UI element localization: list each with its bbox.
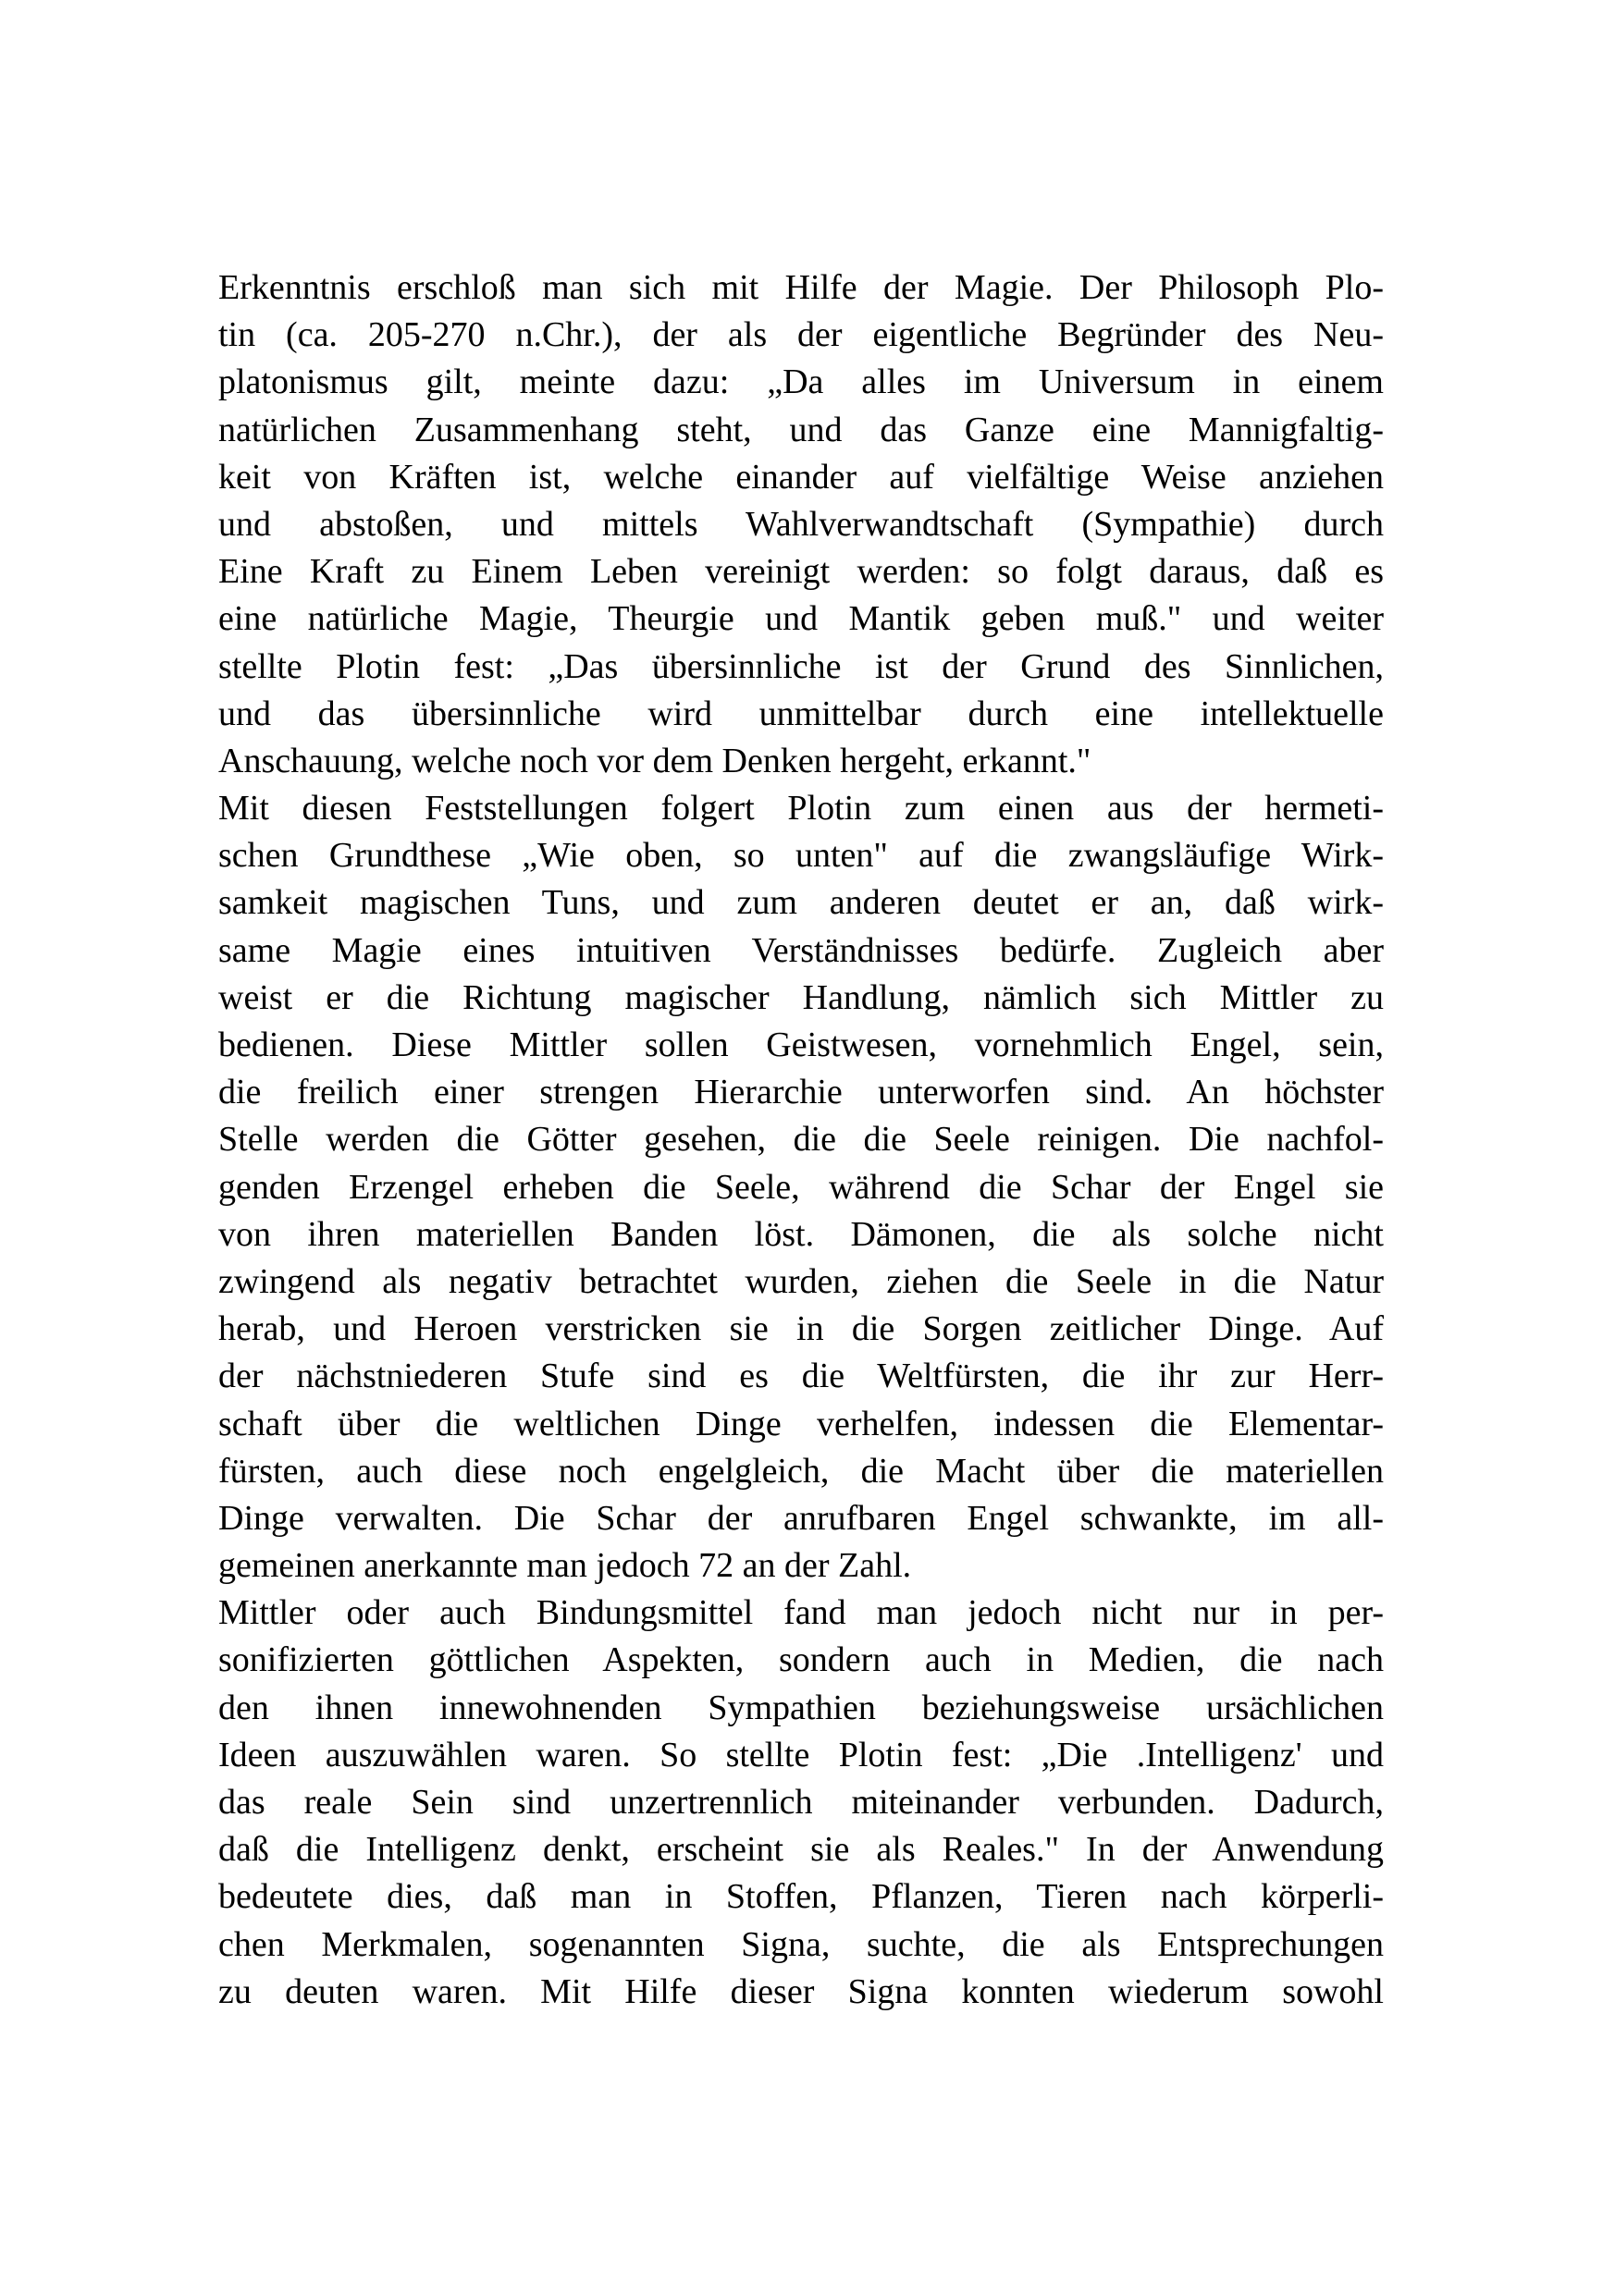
- text-line: fürsten, auch diese noch engelgleich, die Macht über die materiellen: [218, 1451, 1384, 1491]
- text-line: Anschauung, welche noch vor dem Denken hergeht, erkannt.": [218, 741, 1091, 780]
- text-line: und das übersinnliche wird unmittelbar durch eine intellektuelle: [218, 694, 1384, 733]
- text-line: die freilich einer strengen Hierarchie unterworfen sind. An höchster: [218, 1073, 1384, 1112]
- text-line: den ihnen innewohnenden Sympathien beziehungsweise ursächlichen: [218, 1688, 1384, 1727]
- body-text: [218, 264, 1384, 2016]
- text-line: Dinge verwalten. Die Schar der anrufbaren Engel schwankte, im all-: [218, 1498, 1384, 1538]
- text-line: das reale Sein sind unzertrennlich miteinander verbunden. Dadurch,: [218, 1783, 1384, 1822]
- text-line: Ideen auszuwählen waren. So stellte Plotin fest: „Die .Intelligenz' und: [218, 1735, 1384, 1774]
- text-line: natürlichen Zusammenhang steht, und das Ganze eine Mannigfaltig-: [218, 410, 1384, 449]
- text-line: genden Erzengel erheben die Seele, während die Schar der Engel sie: [218, 1167, 1384, 1207]
- text-line: daß die Intelligenz denkt, erscheint sie als Reales." In der Anwendung: [218, 1830, 1384, 1870]
- text-line: samkeit magischen Tuns, und zum anderen deutet er an, daß wirk-: [218, 883, 1384, 923]
- text-line: same Magie eines intuitiven Verständnisses bedürfe. Zugleich aber: [218, 930, 1384, 970]
- text-line: Stelle werden die Götter gesehen, die die Seele reinigen. Die nachfol-: [218, 1120, 1384, 1160]
- text-line: bedienen. Diese Mittler sollen Geistwesen, vornehmlich Engel, sein,: [218, 1025, 1384, 1064]
- text-line: zwingend als negativ betrachtet wurden, ziehen die Seele in die Natur: [218, 1261, 1384, 1301]
- text-line: gemeinen anerkannte man jedoch 72 an der Zahl.: [218, 1546, 912, 1586]
- text-line: herab, und Heroen verstricken sie in die Sorgen zeitlicher Dinge. Auf: [218, 1309, 1384, 1349]
- text-line: bedeutete dies, daß man in Stoffen, Pflanzen, Tieren nach körperli-: [218, 1877, 1384, 1917]
- text-line: platonismus gilt, meinte dazu: „Da alles im Universum in einem: [218, 362, 1384, 402]
- text-line: Mittler oder auch Bindungsmittel fand man jedoch nicht nur in per-: [218, 1593, 1384, 1633]
- text-line: stellte Plotin fest: „Das übersinnliche ist der Grund des Sinnlichen,: [218, 646, 1384, 686]
- text-line: eine natürliche Magie, Theurgie und Mantik geben muß." und weiter: [218, 599, 1384, 639]
- text-line: von ihren materiellen Banden löst. Dämonen, die als solche nicht: [218, 1214, 1384, 1254]
- text-line: Mit diesen Feststellungen folgert Plotin zum einen aus der hermeti-: [218, 789, 1384, 829]
- text-line: schaft über die weltlichen Dinge verhelfen, indessen die Elementar-: [218, 1404, 1384, 1443]
- text-line: tin (ca. 205-270 n.Chr.), der als der eigentliche Begründer des Neu-: [218, 315, 1384, 355]
- text-line: Erkenntnis erschloß man sich mit Hilfe der Magie. Der Philosoph Plo-: [218, 268, 1384, 307]
- text-line: chen Merkmalen, sogenannten Signa, suchte, die als Entsprechungen: [218, 1924, 1384, 1964]
- text-line: keit von Kräften ist, welche einander auf vielfältige Weise anziehen: [218, 457, 1384, 497]
- text-line: und abstoßen, und mittels Wahlverwandtschaft (Sympathie) durch: [218, 504, 1384, 544]
- text-line: schen Grundthese „Wie oben, so unten" auf die zwangsläufige Wirk-: [218, 836, 1384, 876]
- text-line: weist er die Richtung magischer Handlung, nämlich sich Mittler zu: [218, 977, 1384, 1017]
- text-line: sonifizierten göttlichen Aspekten, sondern auch in Medien, die nach: [218, 1640, 1384, 1680]
- text-line: der nächstniederen Stufe sind es die Weltfürsten, die ihr zur Herr-: [218, 1357, 1384, 1396]
- text-line: zu deuten waren. Mit Hilfe dieser Signa konnten wiederum sowohl: [218, 1971, 1384, 2011]
- text-line: Eine Kraft zu Einem Leben vereinigt werden: so folgt daraus, daß es: [218, 552, 1384, 592]
